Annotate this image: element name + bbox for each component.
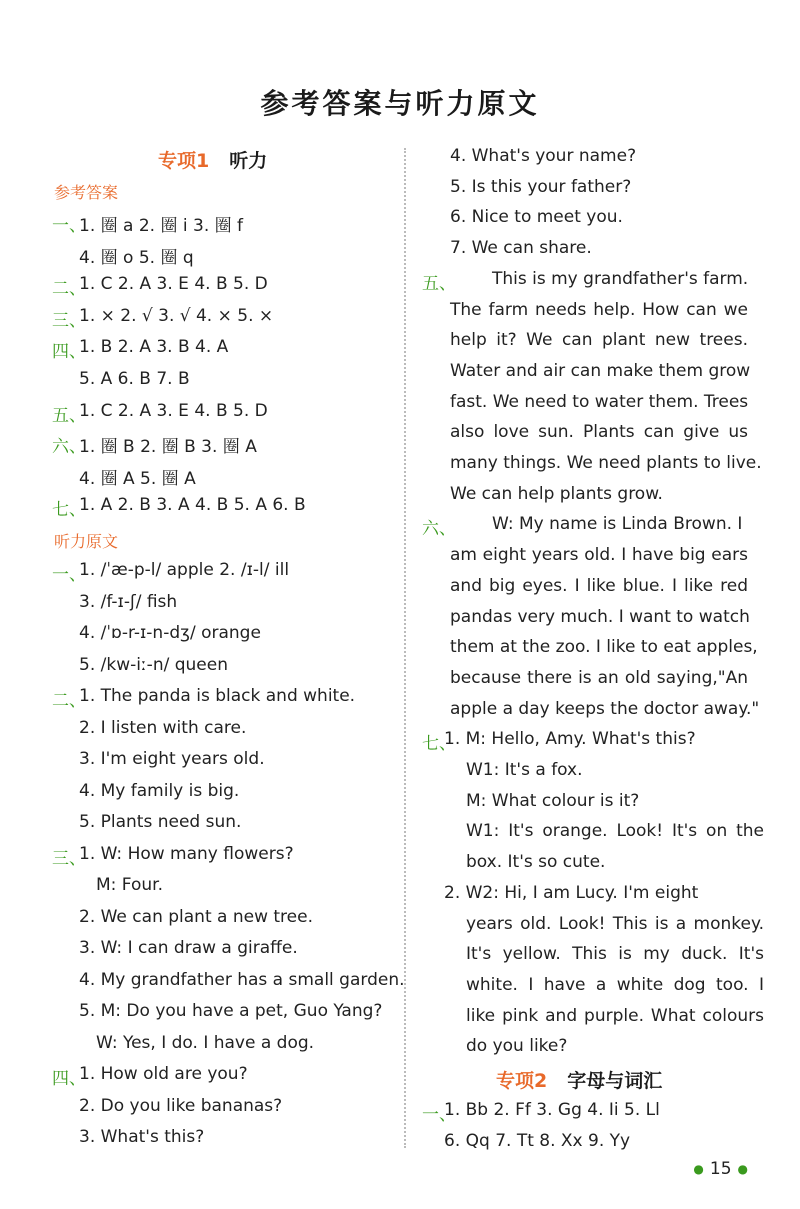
line-text: 4. My grandfather has a small garden. — [79, 969, 405, 990]
line-text: 1. A 2. B 3. A 4. B 5. A 6. B — [79, 495, 306, 516]
section-label: 专项1 — [158, 150, 210, 172]
line-text: many things. We need plants to live. — [450, 453, 762, 473]
line-text: 5. Is this your father? — [450, 176, 632, 197]
page-title: 参考答案与听力原文 — [260, 87, 540, 120]
page-number-text: 15 — [709, 1159, 732, 1179]
line-text: help it? We can plant new trees. — [450, 330, 748, 351]
line-text: 3. W: I can draw a giraffe. — [79, 938, 298, 958]
item-number: 二、 — [52, 691, 86, 711]
item-number: 六、 — [422, 519, 456, 540]
line-text: 1. The panda is black and white. — [79, 686, 356, 706]
line-text: 1. B 2. A 3. B 4. A — [79, 337, 229, 358]
line-text: M: Four. — [96, 875, 163, 895]
item-number: 四、 — [52, 342, 86, 363]
line-text: 7. We can share. — [450, 238, 592, 259]
item-number: 一、 — [52, 216, 86, 236]
item-number: 三、 — [52, 848, 86, 869]
item-number: 七、 — [52, 500, 86, 521]
bullet-icon: ● — [693, 1162, 704, 1176]
line-text: W1: It's a fox. — [466, 760, 583, 780]
line-text: also love sun. Plants can give us — [450, 422, 748, 443]
line-text: 3. I'm eight years old. — [79, 749, 265, 769]
line-text: 2. I listen with care. — [79, 717, 247, 738]
bullet-icon: ● — [737, 1162, 748, 1176]
line-text: white. I have a white dog too. I — [466, 974, 764, 995]
line-text: 2. Do you like bananas? — [79, 1095, 283, 1116]
line-text: because there is an old saying,"An — [450, 667, 748, 688]
item-number: 四、 — [52, 1069, 86, 1089]
line-text: Water and air can make them grow — [450, 360, 751, 381]
line-text: do you like? — [466, 1036, 568, 1057]
line-text: 1. W: How many flowers? — [79, 843, 294, 864]
line-text: 1. /ˈæ-p-l/ apple 2. /ɪ-l/ ill — [79, 560, 290, 580]
section-name: 字母与词汇 — [567, 1070, 663, 1092]
line-text: 4. 圈 o 5. 圈 q — [79, 247, 194, 268]
line-text: 5. Plants need sun. — [79, 812, 242, 832]
line-text: 4. /ˈɒ-r-ɪ-n-dʒ/ orange — [79, 623, 261, 643]
section-name: 听力 — [229, 150, 268, 172]
line-text: fast. We need to water them. Trees — [450, 391, 749, 412]
line-text: 5. /kw-iː-n/ queen — [79, 654, 228, 675]
item-number: 一、 — [422, 1105, 456, 1125]
item-number: 二、 — [52, 279, 86, 300]
line-text: 1. How old are you? — [79, 1064, 248, 1084]
line-text: W1: It's orange. Look! It's on the — [466, 821, 764, 842]
line-text: 4. What's your name? — [450, 146, 637, 166]
line-text: 6. Nice to meet you. — [450, 207, 623, 228]
line-text: M: What colour is it? — [466, 790, 640, 811]
line-text: The farm needs help. How can we — [450, 299, 748, 320]
item-number: 五、 — [52, 405, 86, 426]
line-text: am eight years old. I have big ears — [450, 545, 748, 566]
line-text: 4. My family is big. — [79, 780, 240, 801]
line-text: pandas very much. I want to watch — [450, 606, 750, 627]
line-text: 2. We can plant a new tree. — [79, 906, 313, 927]
line-text: This is my grandfather's farm. — [492, 268, 749, 289]
line-text: W: My name is Linda Brown. I — [492, 514, 743, 535]
line-text: like pink and purple. What colours — [466, 1005, 764, 1026]
line-text: 6. Qq 7. Tt 8. Xx 9. Yy — [444, 1130, 631, 1151]
line-text: 2. W2: Hi, I am Lucy. I'm eight — [444, 882, 699, 903]
line-text: 1. Bb 2. Ff 3. Gg 4. Ii 5. Ll — [444, 1100, 660, 1120]
item-number: 五、 — [422, 273, 456, 294]
line-text: 5. M: Do you have a pet, Guo Yang? — [79, 1001, 383, 1021]
section-label: 专项2 — [496, 1070, 548, 1092]
line-text: apple a day keeps the doctor away." — [450, 698, 760, 719]
line-text: and big eyes. I like blue. I like red — [450, 575, 748, 596]
line-text: 1. 圈 a 2. 圈 i 3. 圈 f — [79, 216, 244, 236]
line-text: them at the zoo. I like to eat apples, — [450, 637, 758, 658]
line-text: 1. × 2. √ 3. √ 4. × 5. × — [79, 305, 274, 326]
section-header-2 — [496, 1066, 662, 1093]
transcript-heading: 听力原文 — [54, 532, 119, 551]
line-text: 3. /f-ɪ-ʃ/ fish — [79, 591, 178, 612]
section-header-1 — [158, 146, 267, 173]
line-text: 1. M: Hello, Amy. What's this? — [444, 729, 696, 750]
line-text: 1. C 2. A 3. E 4. B 5. D — [79, 274, 268, 295]
line-text: years old. Look! This is a monkey. — [466, 913, 764, 934]
item-number: 一、 — [52, 565, 86, 585]
right-column — [400, 0, 800, 1209]
line-text: We can help plants grow. — [450, 483, 663, 504]
item-number: 三、 — [52, 310, 86, 331]
line-text: 3. What's this? — [79, 1127, 205, 1147]
line-text: It's yellow. This is my duck. It's — [466, 944, 764, 965]
answers-heading: 参考答案 — [54, 183, 119, 202]
page-number — [687, 1159, 754, 1179]
item-number: 七、 — [422, 734, 456, 755]
line-text: W: Yes, I do. I have a dog. — [96, 1032, 315, 1053]
line-text: 4. 圈 A 5. 圈 A — [79, 468, 196, 489]
line-text: 5. A 6. B 7. B — [79, 369, 190, 389]
line-text: 1. C 2. A 3. E 4. B 5. D — [79, 400, 268, 421]
line-text: box. It's so cute. — [466, 852, 606, 873]
line-text: 1. 圈 B 2. 圈 B 3. 圈 A — [79, 437, 257, 458]
item-number: 六、 — [52, 437, 86, 458]
